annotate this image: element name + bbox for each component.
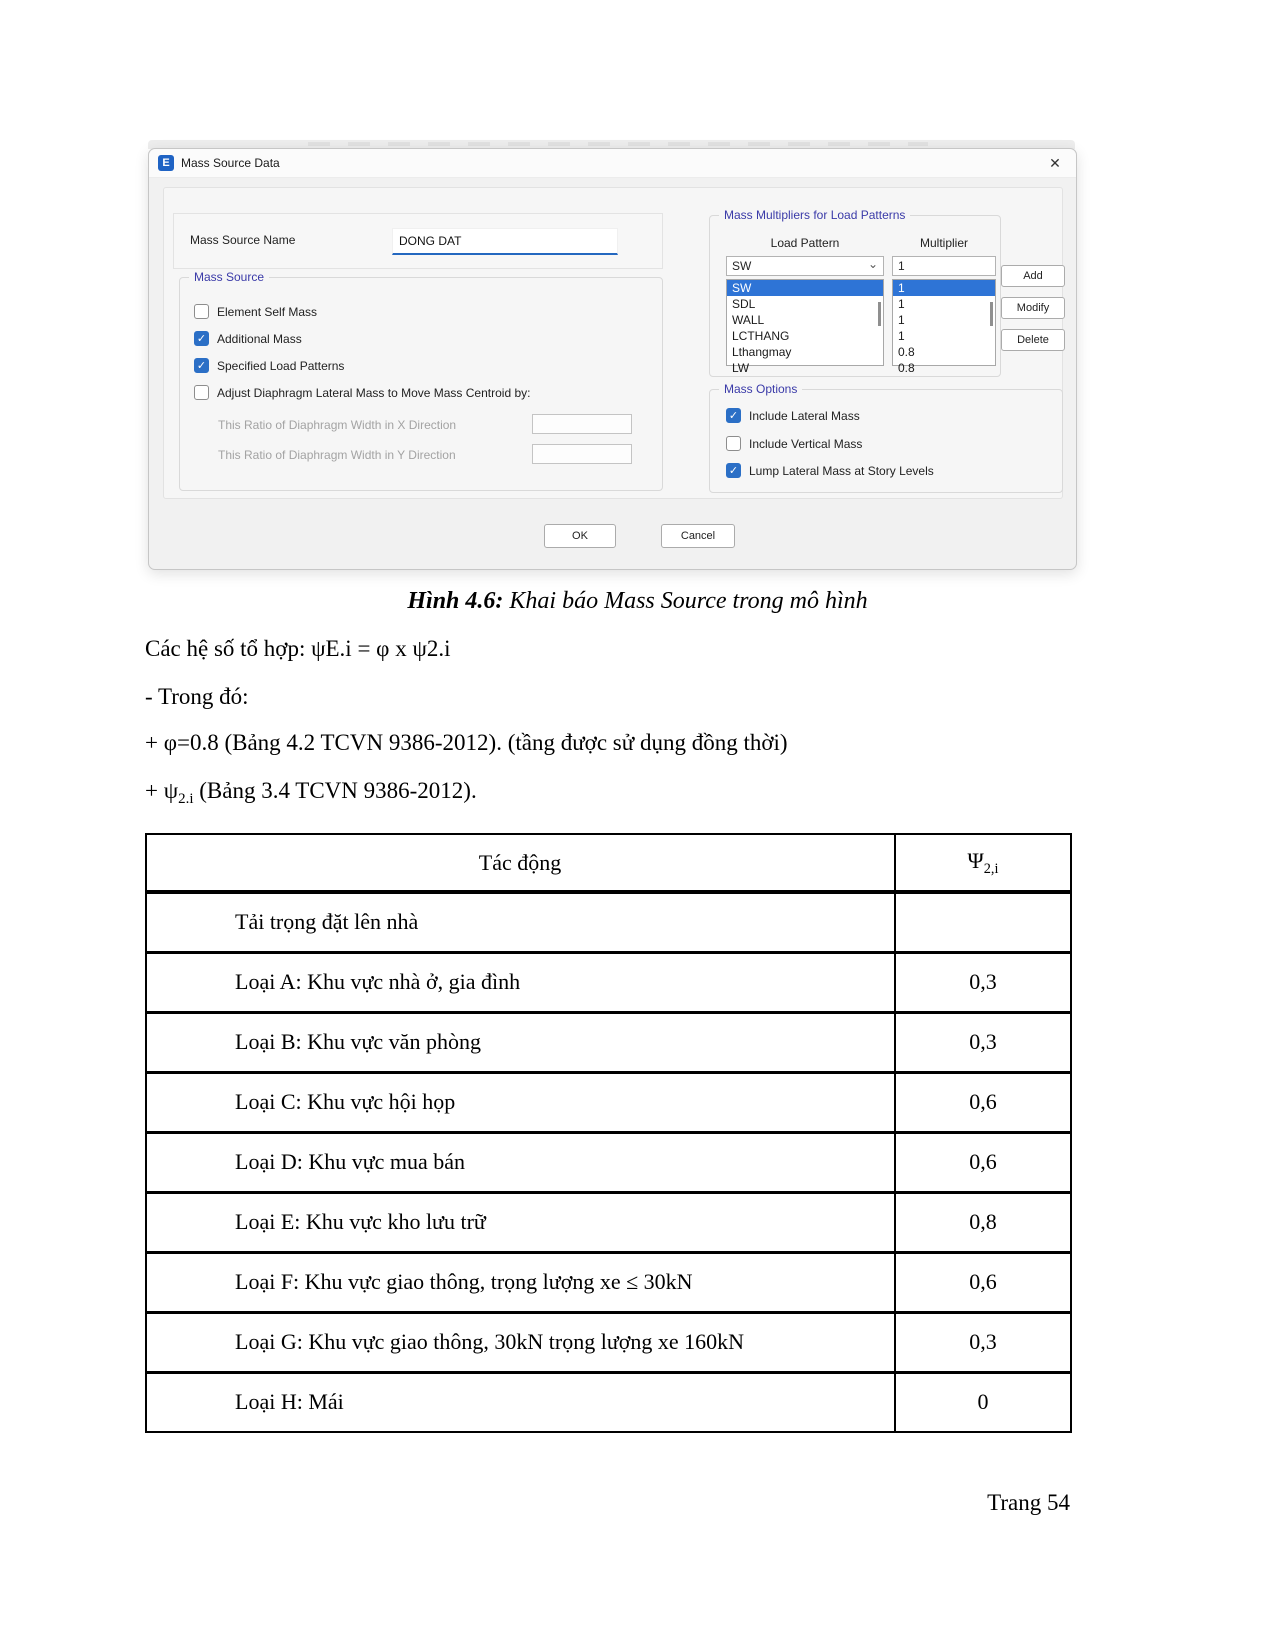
figure-caption-text: Khai báo Mass Source trong mô hình [503,588,868,614]
paragraph-trong-do: - Trong đó: [145,684,249,709]
close-icon[interactable]: ✕ [1049,155,1061,171]
mass-options-group [709,382,1063,493]
additional-mass-checkbox[interactable] [194,331,209,346]
psi-factors-table [145,833,1072,1433]
paragraph-formula: Các hệ số tổ hợp: ψE.i = φ x ψ2.i [145,636,451,661]
etabs-app-icon: E [158,155,174,171]
list-item[interactable]: 0.8 [898,361,915,375]
checkbox-label: Include Vertical Mass [749,437,863,451]
table-row: Loại G: Khu vực giao thông, 30kN trọng lượng xe 160kN 0,3 [146,1312,1071,1372]
table-header-action: Tác động [146,834,895,892]
ratio-x-input[interactable] [532,414,632,434]
cancel-button[interactable]: Cancel [661,524,735,548]
load-pattern-dropdown[interactable] [726,256,884,276]
list-item[interactable]: SDL [732,297,756,311]
list-item[interactable]: 1 [898,297,905,311]
ratio-y-label: This Ratio of Diaphragm Width in Y Direction [218,448,456,462]
mass-multipliers-group [709,208,1001,377]
list-item[interactable]: 1 [898,329,905,343]
ok-button[interactable]: OK [544,524,616,548]
mass-source-data-dialog [148,148,1077,570]
paragraph-phi: + φ=0.8 (Bảng 4.2 TCVN 9386-2012). (tầng được sử dụng đồng thời) [145,730,788,755]
table-row: Loại C: Khu vực hội họp 0,6 [146,1072,1071,1132]
check-icon: ✓ [728,465,739,477]
table-row: Loại B: Khu vực văn phòng 0,3 [146,1012,1071,1072]
mass-source-name-label: Mass Source Name [190,233,296,247]
checkbox-label: Specified Load Patterns [217,359,345,373]
lump-lateral-mass-checkbox[interactable] [726,463,741,478]
mass-source-group-label: Mass Source [189,270,269,284]
dialog-titlebar [149,149,1076,178]
chevron-down-icon: ⌄ [867,257,878,271]
check-icon: ✓ [196,360,207,372]
figure-caption [0,588,1275,615]
ratio-y-input[interactable] [532,444,632,464]
list-item[interactable]: 0.8 [898,345,915,359]
mass-multipliers-group-label: Mass Multipliers for Load Patterns [719,208,910,222]
list-item[interactable]: 1 [898,313,905,327]
list-item[interactable]: WALL [732,313,765,327]
adjust-diaphragm-checkbox[interactable] [194,385,209,400]
list-item[interactable]: Lthangmay [732,345,792,359]
include-lateral-mass-checkbox[interactable] [726,408,741,423]
add-button[interactable]: Add [1001,265,1065,287]
mass-options-group-label: Mass Options [719,382,802,396]
multiplier-input[interactable]: 1 [892,256,996,276]
mass-source-name-box [173,213,663,269]
include-vertical-mass-checkbox[interactable] [726,436,741,451]
specified-load-patterns-checkbox[interactable] [194,358,209,373]
checkbox-label: Additional Mass [217,332,302,346]
multiplier-column-header: Multiplier [919,236,968,250]
element-self-mass-checkbox[interactable] [194,304,209,319]
check-icon: ✓ [728,410,739,422]
page-number: Trang 54 [987,1490,1070,1515]
table-row: Loại F: Khu vực giao thông, trọng lượng xe ≤ 30kN 0,6 [146,1252,1071,1312]
table-row: Loại A: Khu vực nhà ở, gia đình 0,3 [146,952,1071,1012]
scrollbar-thumb[interactable] [878,302,881,326]
multiplier-list[interactable] [892,279,996,375]
load-pattern-list[interactable] [726,279,884,375]
table-row: Tải trọng đặt lên nhà [146,892,1071,952]
mass-source-group [179,270,663,491]
mass-source-name-input[interactable]: DONG DAT [392,228,618,255]
checkbox-label: Element Self Mass [217,305,318,319]
delete-button[interactable]: Delete [1001,329,1065,351]
table-row: Loại E: Khu vực kho lưu trữ 0,8 [146,1192,1071,1252]
checkbox-label: Lump Lateral Mass at Story Levels [749,464,934,478]
ratio-x-label: This Ratio of Diaphragm Width in X Direction [218,418,457,432]
load-pattern-column-header: Load Pattern [770,236,840,250]
list-item[interactable]: SW [727,280,883,296]
paragraph-psi: + $\psi_{2.i}$ (Bảng 3.4 TCVN 9386-2012). [145,778,477,808]
table-header-row [146,834,1071,892]
load-pattern-selected-value: SW [732,259,752,273]
table-row: Loại H: Mái 0 [146,1372,1071,1432]
list-item[interactable]: LCTHANG [732,329,790,343]
list-item[interactable]: LW [732,361,750,375]
scrollbar-thumb[interactable] [990,302,993,326]
figure-caption-label: Hình 4.6: [407,588,504,614]
check-icon: ✓ [196,333,207,345]
table-row: Loại D: Khu vực mua bán 0,6 [146,1132,1071,1192]
dialog-title: Mass Source Data [181,156,280,170]
modify-button[interactable]: Modify [1001,297,1065,319]
table-header-psi: $\Psi_{2,i}$ [895,834,1071,892]
list-item[interactable]: 1 [893,280,995,296]
checkbox-label: Include Lateral Mass [749,409,860,423]
checkbox-label: Adjust Diaphragm Lateral Mass to Move Mass Centroid by: [217,386,531,400]
